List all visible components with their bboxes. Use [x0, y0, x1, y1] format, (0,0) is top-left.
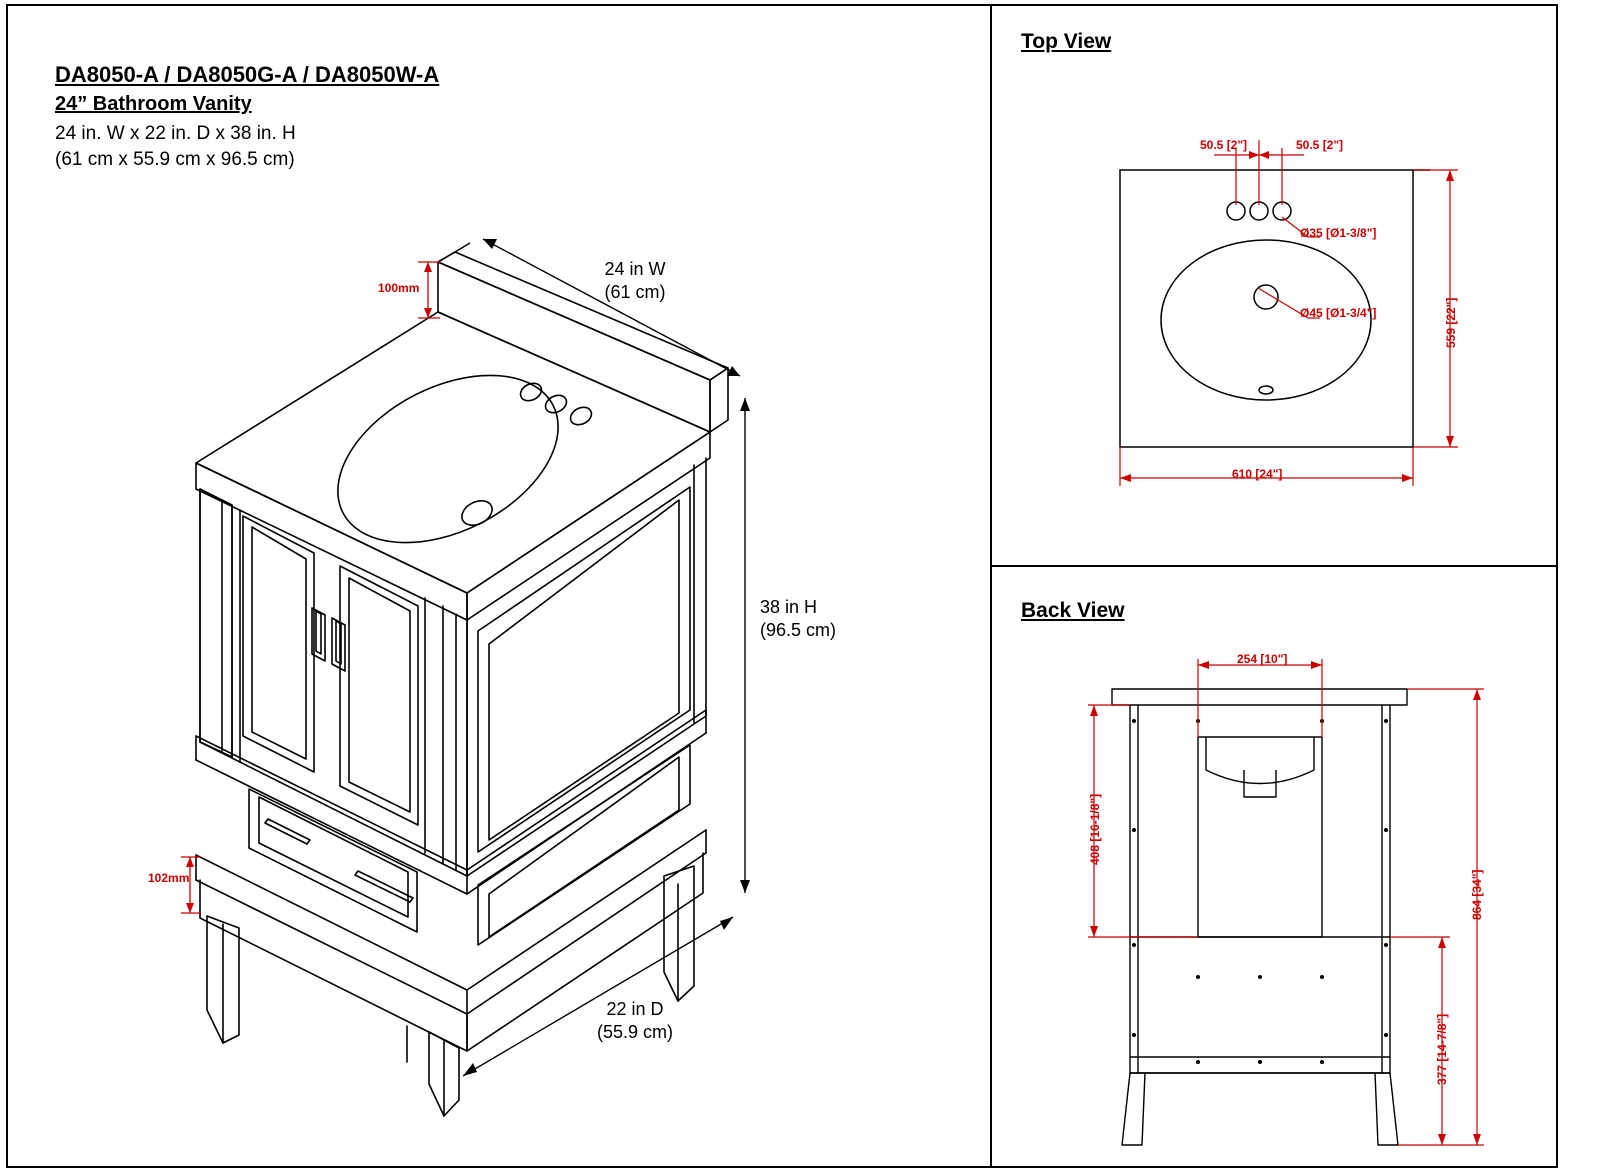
top-view-width-label: 610 [24"] [1232, 467, 1283, 481]
sheet-left-border [6, 4, 8, 1168]
title-block [55, 62, 439, 171]
faucet-hole-right-spacing-label: 50.5 [2"] [1296, 138, 1344, 152]
height-dimension-label [760, 596, 910, 641]
back-view-drawing [990, 565, 1590, 1172]
top-view-drawing [990, 0, 1590, 565]
back-view-top-opening-width-label: 254 [10"] [1237, 652, 1288, 666]
product-name: 24” Bathroom Vanity [55, 93, 252, 115]
sheet-top-border [6, 4, 1558, 6]
panel-divider-vertical [990, 4, 992, 1168]
toe-kick-height-label: 102mm [148, 871, 190, 885]
top-view-heading: Top View [1021, 30, 1112, 53]
faucet-hole-left-spacing-label: 50.5 [2"] [1200, 138, 1248, 152]
dimensions-imperial: 24 in. W x 22 in. D x 38 in. H [55, 123, 296, 144]
sheet-right-border [1556, 4, 1558, 1168]
dimensions-metric: (61 cm x 55.9 cm x 96.5 cm) [55, 149, 295, 170]
backsplash-height-label: 100mm [378, 281, 420, 295]
panel-divider-horizontal [990, 565, 1558, 567]
back-view-lower-height-label: 377 [14-7/8"] [1435, 1013, 1449, 1085]
back-view-heading: Back View [1021, 599, 1125, 622]
drain-hole-diameter-label: Ø45 [Ø1-3/4"] [1300, 306, 1377, 320]
depth-label-imperial: 22 in D [606, 999, 664, 1019]
back-view-opening-height-label: 408 [16-1/8"] [1088, 793, 1102, 865]
height-label-imperial: 38 in H [760, 597, 818, 617]
height-label-metric: (96.5 cm) [760, 619, 837, 640]
model-codes: DA8050-A / DA8050G-A / DA8050W-A [55, 62, 440, 87]
depth-label-metric: (55.9 cm) [596, 1021, 674, 1042]
width-label-imperial: 24 in W [604, 259, 666, 279]
back-view-overall-height-label: 864 [34"] [1470, 869, 1484, 920]
depth-dimension-label [540, 998, 730, 1043]
width-dimension-label [560, 258, 710, 303]
width-label-metric: (61 cm) [604, 281, 666, 302]
faucet-hole-diameter-label: Ø35 [Ø1-3/8"] [1300, 226, 1377, 240]
sheet-bottom-border [6, 1166, 1558, 1168]
top-view-depth-label: 559 [22"] [1444, 297, 1458, 348]
